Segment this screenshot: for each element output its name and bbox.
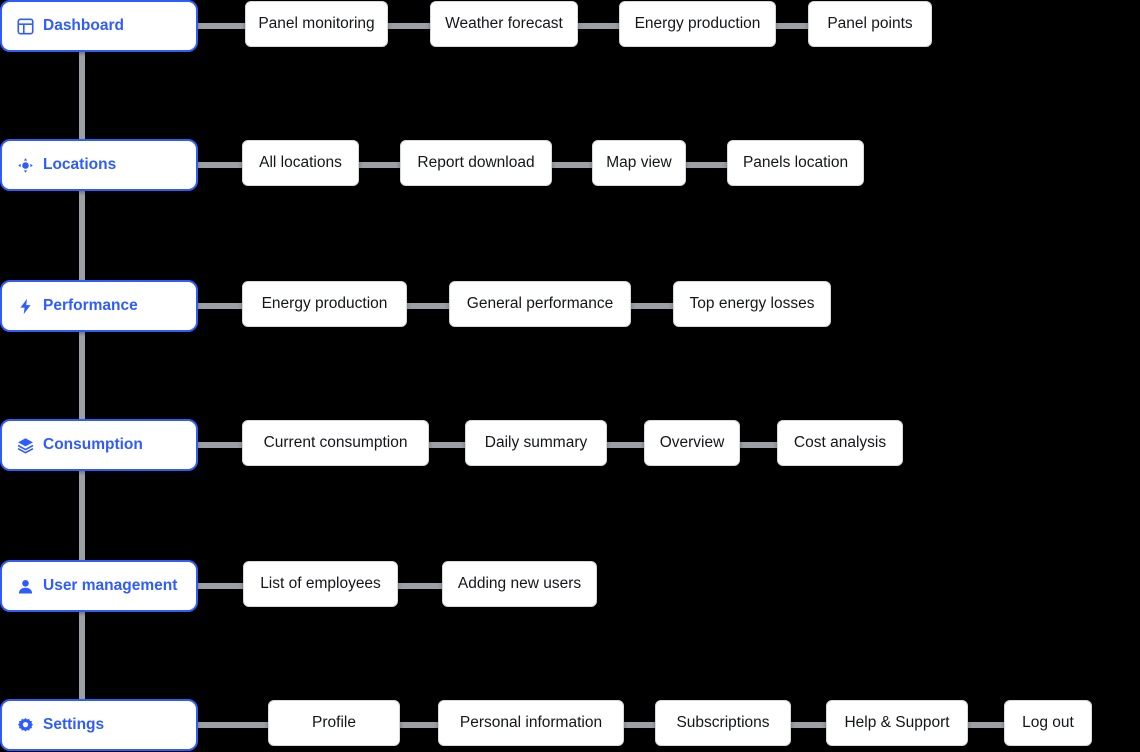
node-help-support[interactable] <box>826 700 968 746</box>
node-panels-location[interactable] <box>727 140 864 186</box>
connector-dashboard-2-3 <box>574 23 622 29</box>
node-settings-label: Settings <box>43 716 105 733</box>
connector-performance-2-3 <box>628 303 676 309</box>
node-panel-points[interactable] <box>808 1 932 47</box>
connector-locations-2-3 <box>550 162 598 168</box>
node-top-energy-losses[interactable] <box>673 281 831 327</box>
node-weather-forecast[interactable] <box>430 1 578 47</box>
layers-icon <box>16 436 34 454</box>
user-icon <box>16 577 34 595</box>
node-overview-label: Overview <box>659 434 725 451</box>
node-performance[interactable] <box>0 280 198 332</box>
node-locations-label: Locations <box>43 156 117 173</box>
node-help-support-label: Help & Support <box>844 714 950 731</box>
node-profile[interactable] <box>268 700 400 746</box>
node-consumption[interactable] <box>0 419 198 471</box>
node-performance-label: Performance <box>43 297 138 314</box>
node-panel-monitoring-label: Panel monitoring <box>258 15 375 32</box>
node-cost-analysis-label: Cost analysis <box>793 434 887 451</box>
node-overview[interactable] <box>644 420 740 466</box>
node-cost-analysis[interactable] <box>777 420 903 466</box>
connector-performance-row <box>198 303 246 309</box>
connector-settings-4-5 <box>962 722 1010 728</box>
node-map-view-label: Map view <box>606 154 672 171</box>
connector-consumption-row <box>198 442 246 448</box>
node-log-out[interactable] <box>1004 700 1092 746</box>
connector-locations-1-2 <box>356 162 404 168</box>
node-top-energy-losses-label: Top energy losses <box>689 295 815 312</box>
dashboard-grid-icon <box>16 17 34 35</box>
node-report-download[interactable] <box>400 140 552 186</box>
connector-settings-1-2 <box>396 722 444 728</box>
connector-settings-row <box>198 722 270 728</box>
node-adding-new-users-label: Adding new users <box>457 575 582 592</box>
node-all-locations[interactable] <box>242 140 359 186</box>
node-personal-information[interactable] <box>438 700 624 746</box>
node-list-of-employees-label: List of employees <box>260 575 381 592</box>
node-list-of-employees[interactable] <box>243 561 398 607</box>
node-locations[interactable] <box>0 139 198 191</box>
node-panel-points-label: Panel points <box>827 15 913 32</box>
connector-users-row <box>198 583 246 589</box>
node-adding-new-users[interactable] <box>442 561 597 607</box>
node-general-performance[interactable] <box>449 281 631 327</box>
gear-icon <box>16 716 34 734</box>
connector-users-1-2 <box>396 583 444 589</box>
connector-dashboard-1-2 <box>385 23 433 29</box>
node-personal-information-label: Personal information <box>459 714 603 731</box>
node-panels-location-label: Panels location <box>742 154 849 171</box>
node-dashboard[interactable] <box>0 0 198 52</box>
node-current-consumption-label: Current consumption <box>263 434 408 451</box>
node-weather-forecast-label: Weather forecast <box>445 15 563 32</box>
connector-performance-1-2 <box>404 303 452 309</box>
node-user-management[interactable] <box>0 560 198 612</box>
node-energy-production-performance-label: Energy production <box>261 295 388 312</box>
node-current-consumption[interactable] <box>242 420 429 466</box>
node-energy-production-dashboard-label: Energy production <box>634 15 761 32</box>
node-subscriptions[interactable] <box>655 700 791 746</box>
node-profile-label: Profile <box>312 714 356 731</box>
node-energy-production-performance[interactable] <box>242 281 407 327</box>
connector-locations-3-4 <box>682 162 730 168</box>
node-daily-summary[interactable] <box>465 420 607 466</box>
connector-settings-3-4 <box>784 722 832 728</box>
node-daily-summary-label: Daily summary <box>484 434 588 451</box>
node-dashboard-label: Dashboard <box>43 17 124 34</box>
node-log-out-label: Log out <box>1022 714 1074 731</box>
node-subscriptions-label: Subscriptions <box>676 714 770 731</box>
connector-dashboard-row <box>198 23 248 29</box>
node-map-view[interactable] <box>592 140 686 186</box>
lightning-bolt-icon <box>16 297 34 315</box>
connector-locations-row <box>198 162 246 168</box>
location-pin-icon <box>16 156 34 174</box>
node-report-download-label: Report download <box>417 154 535 171</box>
node-energy-production-dashboard[interactable] <box>619 1 776 47</box>
node-settings[interactable] <box>0 699 198 751</box>
node-all-locations-label: All locations <box>259 154 342 171</box>
node-user-management-label: User management <box>43 577 178 594</box>
node-panel-monitoring[interactable] <box>245 1 388 47</box>
node-general-performance-label: General performance <box>466 295 614 312</box>
node-consumption-label: Consumption <box>43 436 143 453</box>
